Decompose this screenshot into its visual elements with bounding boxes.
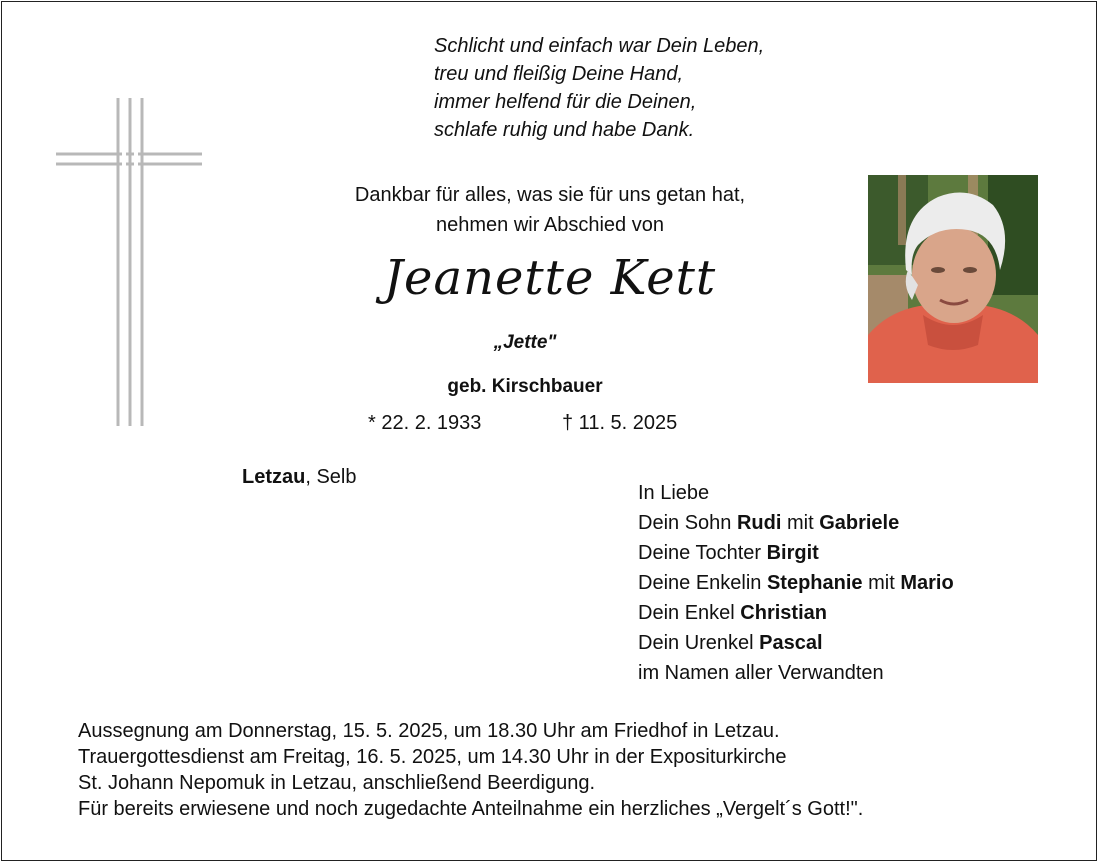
death-date: † 11. 5. 2025 [562, 412, 678, 434]
intro-text [300, 180, 800, 240]
portrait-photo [868, 175, 1038, 383]
birth-date: * 22. 2. 1933 [368, 412, 482, 434]
poem-line: immer helfend für die Deinen, [434, 91, 697, 113]
place-bold: Letzau [242, 466, 306, 488]
nickname: „Jette" [493, 332, 557, 353]
place-of-residence [242, 466, 357, 489]
mourner-name: Mario [900, 572, 954, 594]
connector: mit [781, 512, 820, 534]
poem-line: schlafe ruhig und habe Dank. [434, 119, 695, 141]
mourner-line [638, 568, 954, 598]
deceased-name: Jeanette Kett [383, 250, 717, 306]
mourner-name: Pascal [759, 632, 823, 654]
cross-icon [54, 96, 206, 430]
intro-line: Dankbar für alles, was sie für uns getan hat, [354, 184, 746, 206]
relation: Deine Enkelin [638, 572, 767, 594]
relation: Dein Sohn [638, 512, 737, 534]
mourner-line [638, 598, 954, 628]
mourner-line [638, 538, 954, 568]
mourner-name: Rudi [736, 512, 782, 534]
mourners-list [638, 478, 954, 688]
notice-line: Aussegnung am Donnerstag, 15. 5. 2025, um 18.30 Uhr am Friedhof in Letzau. [78, 720, 780, 742]
connector: mit [862, 572, 901, 594]
service-notice [78, 718, 863, 822]
intro-line: nehmen wir Abschied von [436, 214, 664, 236]
birth-name: geb. Kirschbauer [447, 376, 603, 397]
poem [434, 32, 764, 144]
relation: Dein Urenkel [638, 632, 760, 654]
mourner-name: Christian [740, 602, 827, 624]
relation: Dein Enkel [638, 602, 741, 624]
notice-line: St. Johann Nepomuk in Letzau, anschließend Beerdigung. [78, 772, 596, 794]
poem-line: Schlicht und einfach war Dein Leben, [434, 35, 765, 57]
poem-line: treu und fleißig Deine Hand, [434, 63, 684, 85]
mourner-name: Birgit [766, 542, 819, 564]
mourner-line [638, 628, 954, 658]
relation: Deine Tochter [638, 542, 767, 564]
mourner-name: Stephanie [766, 572, 863, 594]
place-rest: , Selb [305, 466, 357, 488]
mourner-name: Gabriele [819, 512, 900, 534]
notice-line: Für bereits erwiesene und noch zugedachte Anteilnahme ein herzliches „Vergelt´s Gott!". [78, 798, 864, 820]
mourners-intro: In Liebe [638, 482, 710, 504]
mourner-line [638, 508, 954, 538]
notice-line: Trauergottesdienst am Freitag, 16. 5. 2025, um 14.30 Uhr in der Expositurkirche [78, 746, 787, 768]
mourners-outro: im Namen aller Verwandten [638, 662, 884, 684]
